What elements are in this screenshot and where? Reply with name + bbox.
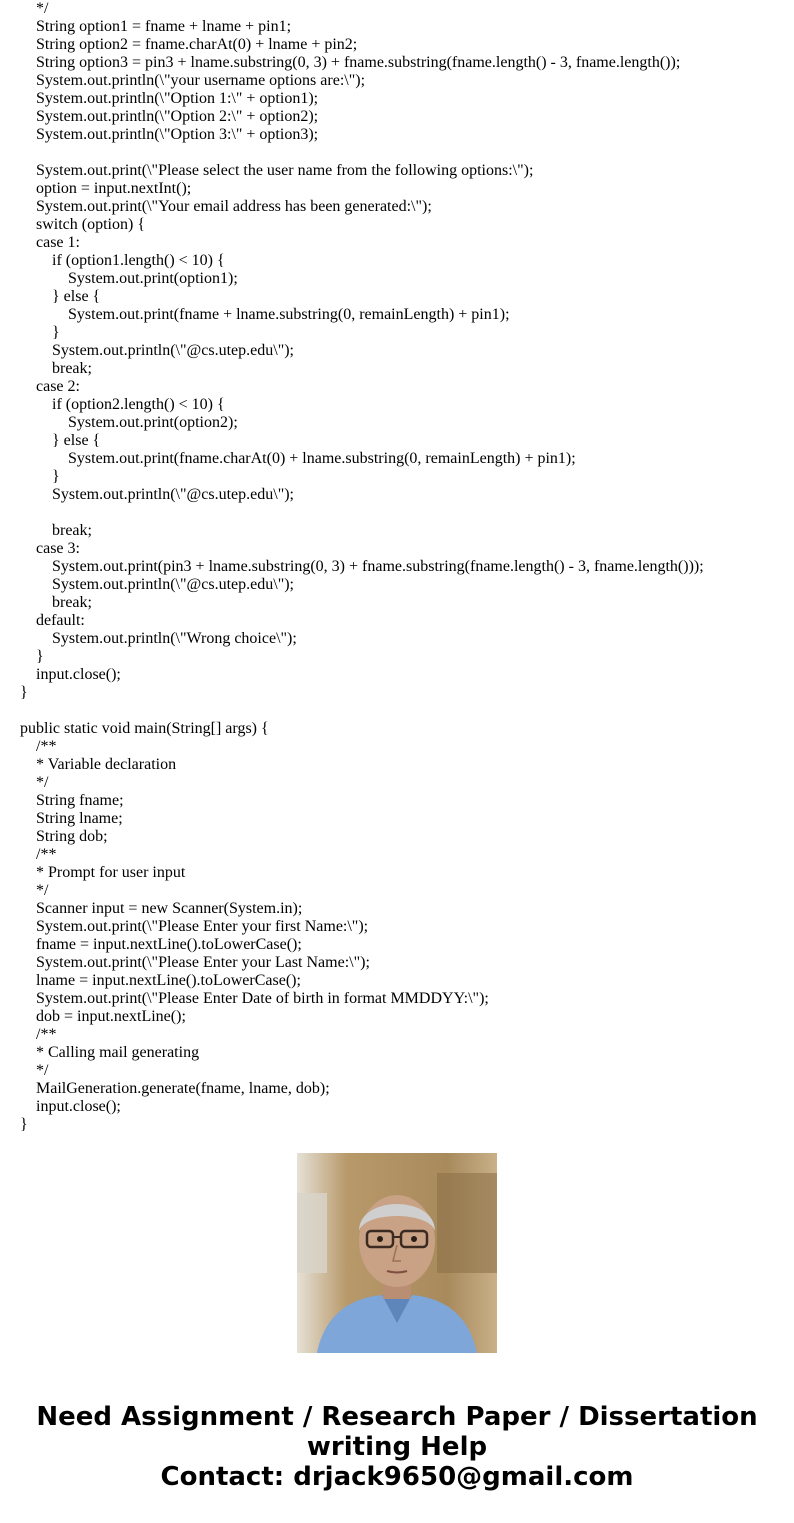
code-line	[20, 702, 704, 720]
code-line: System.out.println(\"Option 3:\" + option3);	[20, 126, 319, 143]
promo-line-1: Need Assignment / Research Paper / Dissertation	[36, 1402, 758, 1432]
code-line: switch (option) {	[20, 216, 145, 233]
code-line: */	[20, 0, 49, 17]
code-line: if (option2.length() < 10) {	[20, 396, 225, 413]
code-line: public static void main(String[] args) {	[20, 720, 269, 737]
code-line: String dob;	[20, 828, 108, 845]
code-line: if (option1.length() < 10) {	[20, 252, 225, 269]
code-line: System.out.println(\"Wrong choice\");	[20, 630, 297, 647]
code-line: System.out.print(option2);	[20, 414, 238, 431]
code-line: System.out.print(\"Please Enter your first Name:\");	[20, 918, 369, 935]
code-line: }	[20, 1116, 28, 1133]
code-line: dob = input.nextLine();	[20, 1008, 186, 1025]
code-line: option = input.nextInt();	[20, 180, 192, 197]
code-line: String option1 = fname + lname + pin1;	[20, 18, 292, 35]
code-line: Scanner input = new Scanner(System.in);	[20, 900, 303, 917]
code-line	[20, 504, 704, 522]
code-line: /**	[20, 846, 57, 863]
code-line: break;	[20, 522, 92, 539]
code-line	[20, 144, 704, 162]
code-line: case 2:	[20, 378, 80, 395]
code-line: System.out.print(fname + lname.substring(0, remainLength) + pin1);	[20, 306, 510, 323]
code-line: } else {	[20, 288, 101, 305]
code-line: /**	[20, 738, 57, 755]
code-line: lname = input.nextLine().toLowerCase();	[20, 972, 301, 989]
author-avatar	[297, 1153, 497, 1353]
code-line: case 1:	[20, 234, 80, 251]
code-line: * Variable declaration	[20, 756, 177, 773]
promo-line-2: writing Help	[306, 1432, 488, 1462]
code-line: /**	[20, 1026, 57, 1043]
code-line: }	[20, 684, 28, 701]
code-lines	[20, 0, 704, 1134]
code-line: * Calling mail generating	[20, 1044, 200, 1061]
code-line: System.out.println(\"Option 2:\" + option2);	[20, 108, 319, 125]
code-line: */	[20, 774, 49, 791]
code-line: String option3 = pin3 + lname.substring(0, 3) + fname.substring(fname.length() - 3, fname.length());	[20, 54, 681, 71]
code-line: */	[20, 1062, 49, 1079]
code-line: System.out.print(option1);	[20, 270, 238, 287]
promo-contact: Contact: drjack9650@gmail.com	[160, 1462, 634, 1492]
code-line: }	[20, 324, 60, 341]
code-line: System.out.println(\"@cs.utep.edu\");	[20, 342, 294, 359]
code-line: System.out.print(\"Please Enter your Last Name:\");	[20, 954, 370, 971]
code-line: break;	[20, 594, 92, 611]
code-line: System.out.println(\"your username options are:\");	[20, 72, 366, 89]
code-line: System.out.println(\"@cs.utep.edu\");	[20, 576, 294, 593]
promo-text	[0, 1402, 794, 1492]
code-line: System.out.print(\"Your email address has been generated:\");	[20, 198, 432, 215]
code-line: String lname;	[20, 810, 123, 827]
code-line: System.out.print(pin3 + lname.substring(0, 3) + fname.substring(fname.length() - 3, fname.length()));	[20, 558, 704, 575]
code-line: input.close();	[20, 1098, 121, 1115]
code-line: }	[20, 648, 44, 665]
code-line: System.out.print(\"Please Enter Date of birth in format MMDDYY:\");	[20, 990, 489, 1007]
code-line: fname = input.nextLine().toLowerCase();	[20, 936, 302, 953]
code-line: * Prompt for user input	[20, 864, 186, 881]
code-line: */	[20, 882, 49, 899]
code-line: default:	[20, 612, 85, 629]
code-line: System.out.println(\"@cs.utep.edu\");	[20, 486, 294, 503]
code-line: case 3:	[20, 540, 80, 557]
code-line: MailGeneration.generate(fname, lname, dob);	[20, 1080, 330, 1097]
code-line: System.out.print(\"Please select the user name from the following options:\");	[20, 162, 534, 179]
code-line: input.close();	[20, 666, 121, 683]
code-line: } else {	[20, 432, 101, 449]
code-line: break;	[20, 360, 92, 377]
code-line: System.out.print(fname.charAt(0) + lname.substring(0, remainLength) + pin1);	[20, 450, 576, 467]
code-line: String fname;	[20, 792, 124, 809]
code-line: }	[20, 468, 60, 485]
code-line: System.out.println(\"Option 1:\" + option1);	[20, 90, 319, 107]
code-line: String option2 = fname.charAt(0) + lname + pin2;	[20, 36, 358, 53]
person-photo-icon	[297, 1153, 497, 1353]
